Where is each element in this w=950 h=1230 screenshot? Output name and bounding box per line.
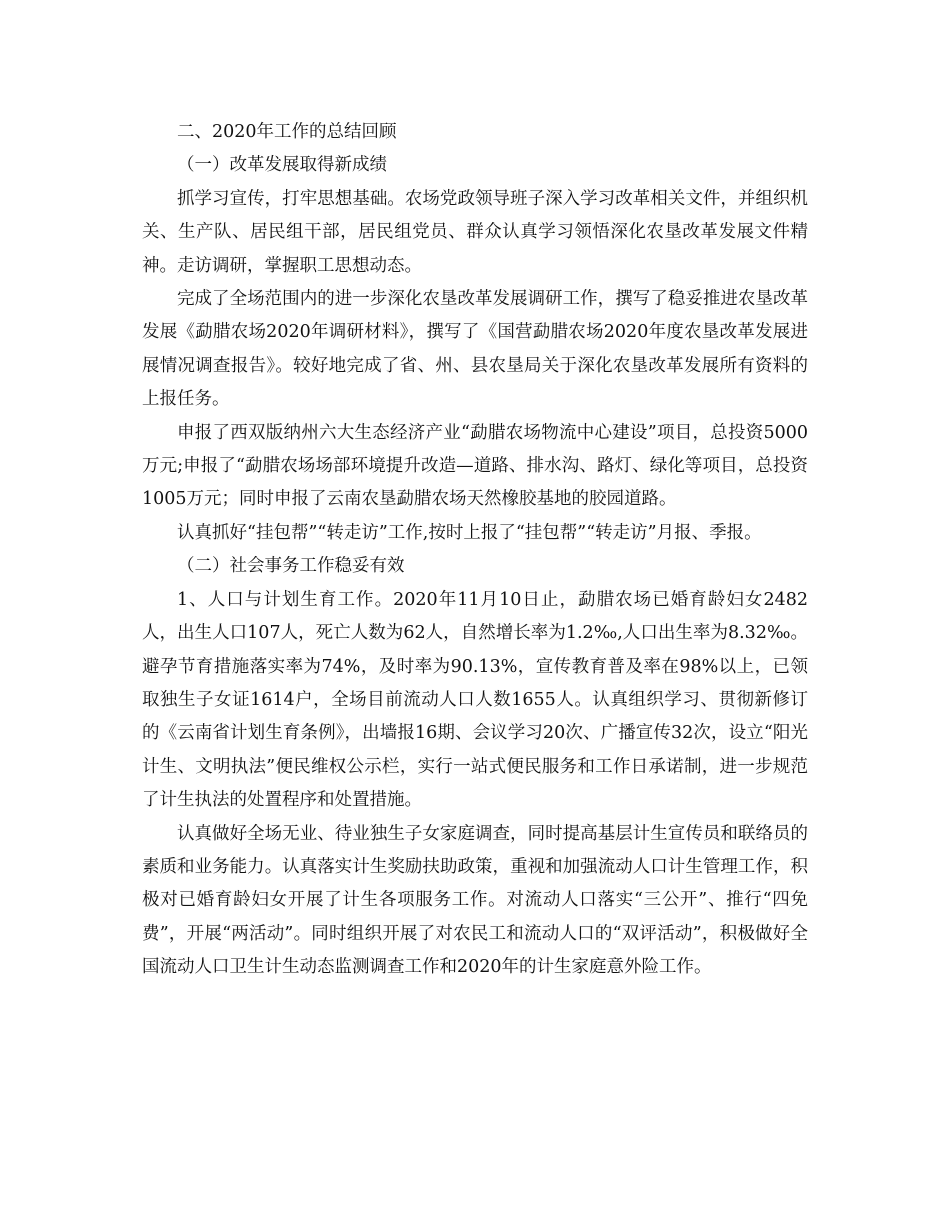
document-body [142, 116, 808, 985]
paragraph: 认真做好全场无业、待业独生子女家庭调查，同时提高基层计生宣传员和联络员的素质和业务能力。认真落实计生奖励扶助政策，重视和加强流动人口计生管理工作，积极对已婚育龄妇女开展了计生各项服务工作。对流动人口落实“三公开”、推行“四免费”，开展“两活动”。同时组织开展了对农民工和流动人口的“双评活动”，积极做好全国流动人口卫生计生动态监测调查工作和2020年的计生家庭意外险工作。 [142, 823, 808, 978]
subsection-heading: （二）社会事务工作稳妥有效 [177, 556, 405, 577]
paragraph: 认真抓好“挂包帮”“转走访”工作,按时上报了“挂包帮”“转走访”月报、季报。 [177, 522, 762, 543]
section-heading: 二、2020年工作的总结回顾 [177, 122, 397, 142]
subsection-heading: （一）改革发展取得新成绩 [177, 155, 387, 176]
paragraph: 完成了全场范围内的进一步深化农垦改革发展调研工作，撰写了稳妥推进农垦改革发展《勐腊农场2020年调研材料》，撰写了《国营勐腊农场2020年度农垦改革发展进展情况调查报告》。较好地完成了省、州、县农垦局关于深化农垦改革发展所有资料的上报任务。 [142, 289, 808, 410]
paragraph: 抓学习宣传，打牢思想基础。农场党政领导班子深入学习改革相关文件，并组织机关、生产队、居民组干部，居民组党员、群众认真学习领悟深化农垦改革发展文件精神。走访调研，掌握职工思想动态。 [142, 188, 808, 276]
paragraph: 申报了西双版纳州六大生态经济产业“勐腊农场物流中心建设”项目，总投资5000万元;申报了“勐腊农场场部环境提升改造—道路、排水沟、路灯、绿化等项目，总投资1005万元；同时申报了云南农垦勐腊农场天然橡胶基地的胶园道路。 [142, 422, 808, 510]
paragraph: 1、人口与计划生育工作。2020年11月10日止，勐腊农场已婚育龄妇女2482人，出生人口107人，死亡人数为62人，自然增长率为1.2‰,人口出生率为8.32‰。避孕节育措施落实率为74%，及时率为90.13%，宣传教育普及率在98%以上，已领取独生子女证1614户，全场目前流动人口人数1655人。认真组织学习、贯彻新修订的《云南省计划生育条例》，出墙报16期、会议学习20次、广播宣传32次，设立“阳光计生、文明执法”便民维权公示栏，实行一站式便民服务和工作日承诺制，进一步规范了计生执法的处置程序和处置措施。 [142, 589, 808, 811]
